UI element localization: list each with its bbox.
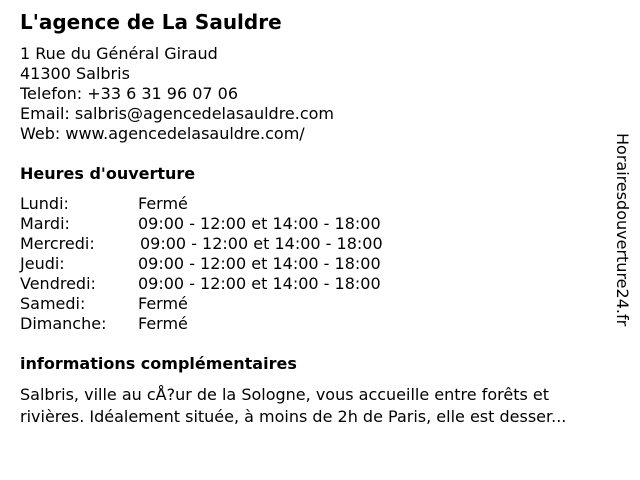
day-hours: 09:00 - 12:00 et 14:00 - 18:00 <box>138 214 381 233</box>
watermark-text: Horairesdouverture24.fr <box>613 133 632 327</box>
day-label: Dimanche: <box>20 314 107 333</box>
hours-row-thursday <box>20 254 610 274</box>
description-line-1: Salbris, ville au cÅ?ur de la Sologne, vous accueille entre forêts et <box>20 385 549 404</box>
site-watermark <box>612 133 632 347</box>
day-label: Samedi: <box>20 294 86 313</box>
address-line-1: 1 Rue du Général Giraud <box>20 44 218 63</box>
hours-row-friday <box>20 274 610 294</box>
description-line-2: rivières. Idéalement située, à moins de 2h de Paris, elle est desser... <box>20 407 567 426</box>
hours-row-monday <box>20 194 610 214</box>
hours-row-wednesday <box>20 234 610 254</box>
day-hours: Fermé <box>138 194 188 213</box>
website: Web: www.agencedelasauldre.com/ <box>20 124 305 143</box>
hours-row-saturday <box>20 294 610 314</box>
day-hours: 09:00 - 12:00 et 14:00 - 18:00 <box>138 274 381 293</box>
hours-row-tuesday <box>20 214 610 234</box>
opening-hours-heading: Heures d'ouverture <box>20 164 196 183</box>
day-label: Mercredi: <box>20 234 95 253</box>
day-label: Mardi: <box>20 214 70 233</box>
day-label: Jeudi: <box>20 254 65 273</box>
day-hours: 09:00 - 12:00 et 14:00 - 18:00 <box>140 234 383 253</box>
address-line-2: 41300 Salbris <box>20 64 130 83</box>
phone-number: Telefon: +33 6 31 96 07 06 <box>20 84 239 103</box>
day-hours: Fermé <box>138 294 188 313</box>
day-hours: Fermé <box>138 314 188 333</box>
business-name: L'agence de La Sauldre <box>20 10 282 34</box>
email-address: Email: salbris@agencedelasauldre.com <box>20 104 335 123</box>
day-label: Vendredi: <box>20 274 96 293</box>
additional-info-heading: informations complémentaires <box>20 354 297 373</box>
day-hours: 09:00 - 12:00 et 14:00 - 18:00 <box>138 254 381 273</box>
hours-row-sunday <box>20 314 610 334</box>
day-label: Lundi: <box>20 194 69 213</box>
business-card <box>20 8 610 428</box>
